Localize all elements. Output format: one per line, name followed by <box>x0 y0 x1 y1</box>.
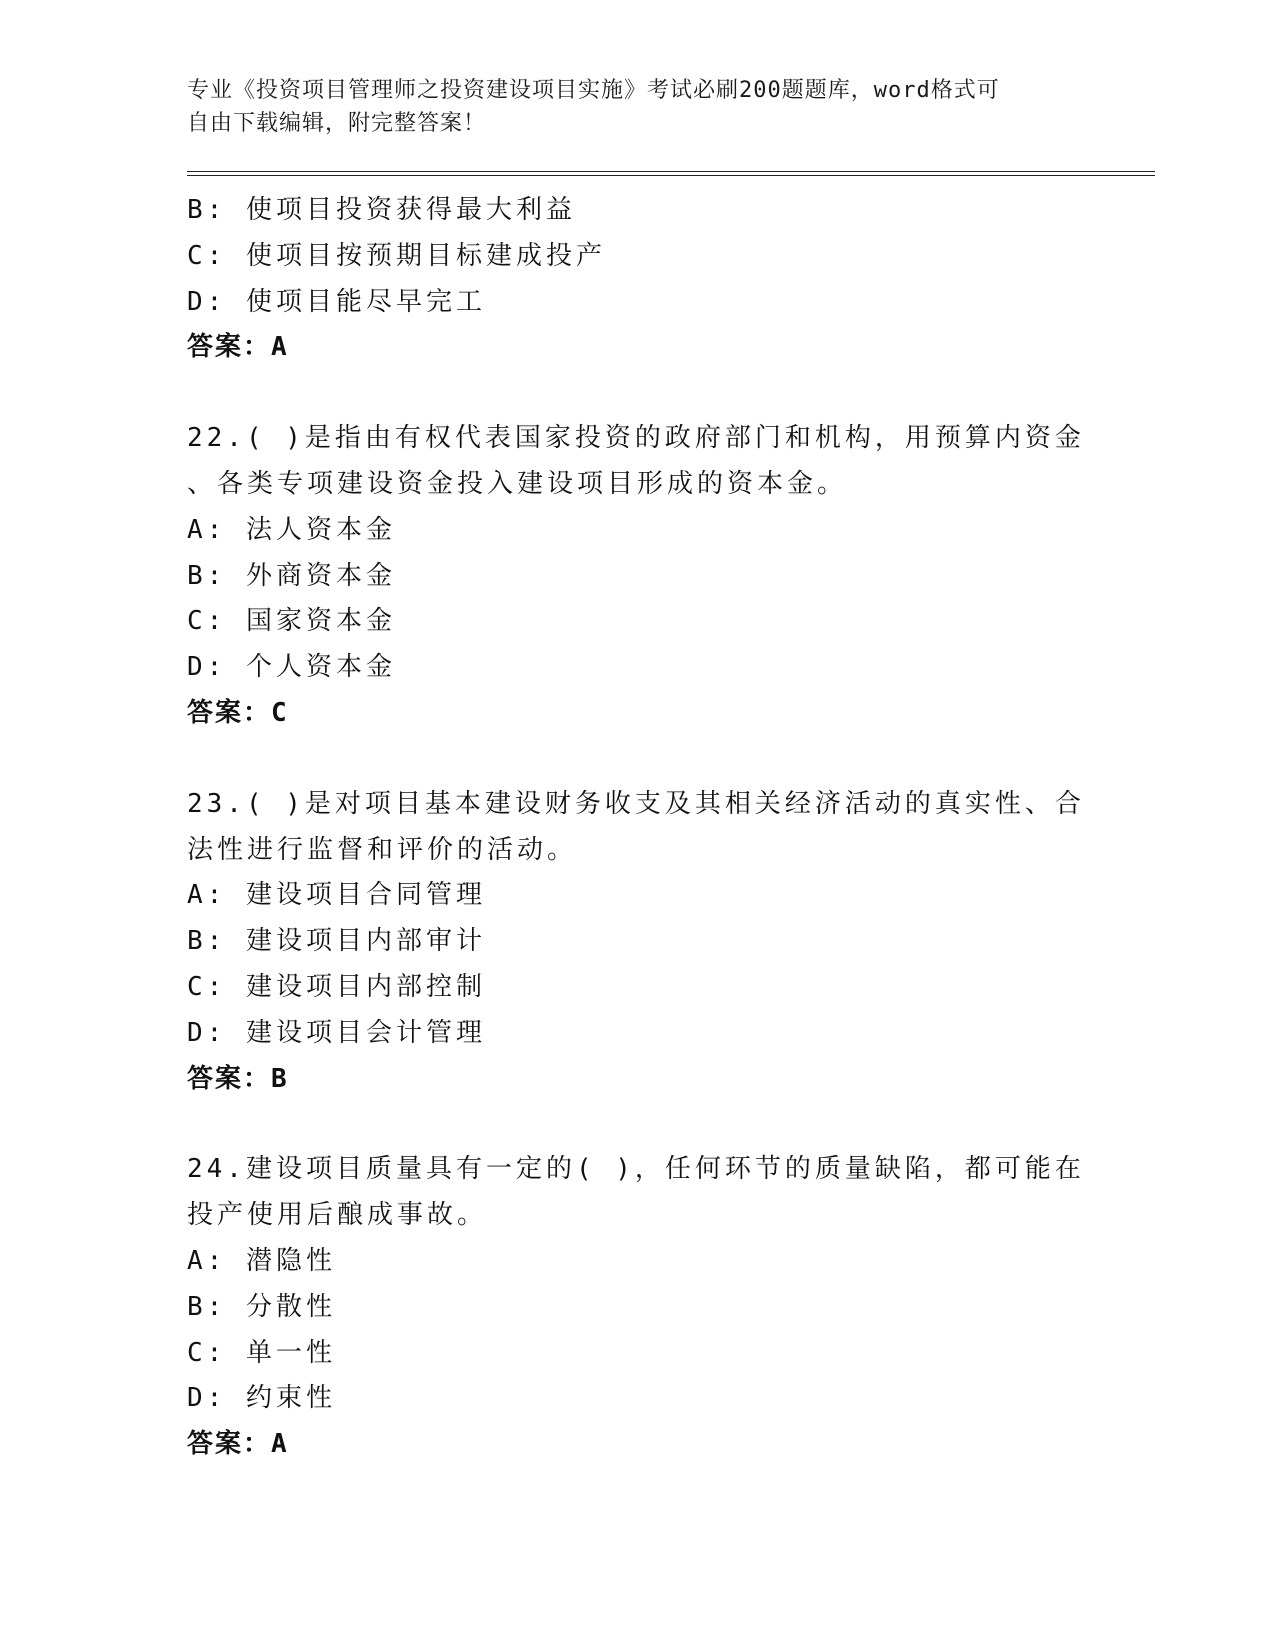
header-rule-top <box>187 171 1155 172</box>
header-line-2: 自由下载编辑，附完整答案！ <box>187 111 487 136</box>
option-b: B: 使项目投资获得最大利益 <box>187 195 576 225</box>
header-line-1: 专业《投资项目管理师之投资建设项目实施》考试必刷200题题库，word格式可 <box>187 78 1000 103</box>
question-stem: 23.( )是对项目基本建设财务收支及其相关经济活动的真实性、合 <box>187 788 1085 819</box>
option-b: B: 外商资本金 <box>187 560 396 591</box>
spacer <box>187 371 1067 416</box>
option-c: C: 建设项目内部控制 <box>187 971 486 1002</box>
question-stem: 、各类专项建设资金投入建设项目形成的资本金。 <box>187 468 848 499</box>
option-c: C: 单一性 <box>187 1337 336 1368</box>
question-23 <box>187 782 1085 1103</box>
document-header <box>187 74 1067 140</box>
spacer <box>187 737 1067 782</box>
answer: 答案：A <box>187 1429 289 1460</box>
question-stem: 22.( )是指由有权代表国家投资的政府部门和机构，用预算内资金 <box>187 423 1085 454</box>
question-stem: 投产使用后酿成事故。 <box>187 1200 488 1231</box>
option-a: A: 建设项目合同管理 <box>187 880 486 911</box>
question-21-tail <box>187 188 1067 371</box>
option-a: A: 法人资本金 <box>187 514 396 545</box>
question-24 <box>187 1147 1085 1468</box>
answer: 答案：B <box>187 1063 289 1094</box>
option-a: A: 潜隐性 <box>187 1245 336 1276</box>
option-c: C: 国家资本金 <box>187 606 396 637</box>
question-stem: 24.建设项目质量具有一定的( )，任何环节的质量缺陷，都可能在 <box>187 1154 1085 1185</box>
option-d: D: 建设项目会计管理 <box>187 1017 486 1048</box>
option-b: B: 建设项目内部审计 <box>187 926 486 957</box>
spacer <box>187 1102 1067 1147</box>
option-c: C: 使项目按预期目标建成投产 <box>187 240 606 271</box>
header-rule-bottom <box>187 175 1155 176</box>
question-stem: 法性进行监督和评价的活动。 <box>187 834 578 865</box>
question-list <box>187 188 1085 1468</box>
option-d: D: 使项目能尽早完工 <box>187 286 486 317</box>
option-d: D: 约束性 <box>187 1383 336 1414</box>
answer: 答案：A <box>187 332 289 363</box>
question-22 <box>187 416 1085 737</box>
option-b: B: 分散性 <box>187 1291 336 1322</box>
answer: 答案：C <box>187 697 289 728</box>
option-d: D: 个人资本金 <box>187 652 396 683</box>
